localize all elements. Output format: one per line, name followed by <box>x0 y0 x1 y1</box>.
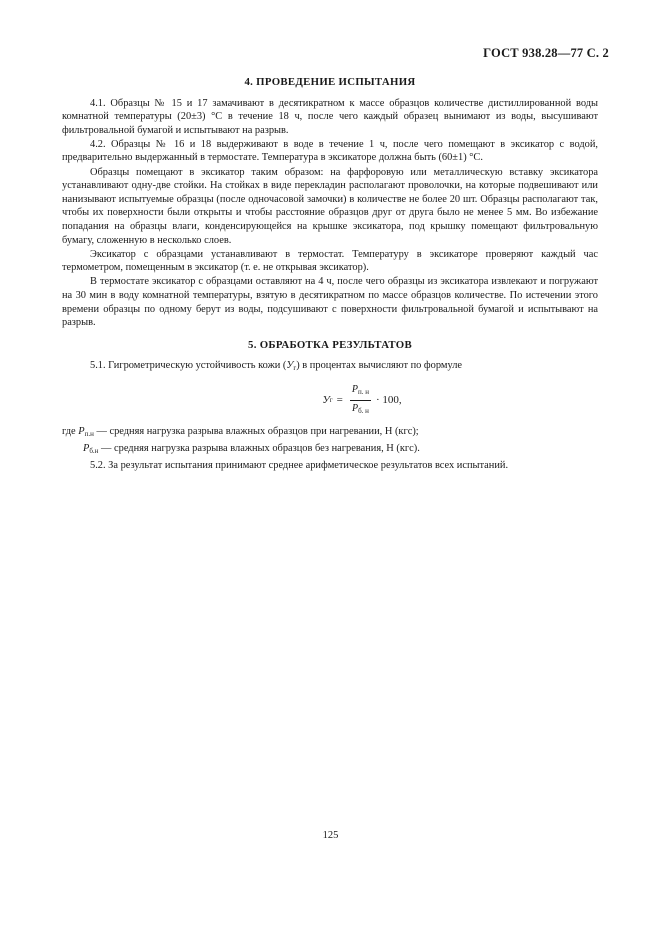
paragraph-4-5: В термостате эксикатор с образцами оставляют на 4 ч, после чего образцы из эксикатора извлекают и погружают на 30 мин в воду комнатной температуры, взятую в десятикратном по массе образцов количестве. По истечении этого времени образцы по одному берут из воды, подсушивают с поверхности фильтровальной бумагой и испытывают на разрыв. <box>62 276 598 329</box>
paragraph-5-1-text: 5.1. Гигрометрическую устойчивость кожи ( <box>90 360 287 372</box>
paragraph-5-2: 5.2. За результат испытания принимают среднее арифметическое результатов всех испытаний. <box>90 460 509 472</box>
denominator-sub: б. н <box>358 407 369 416</box>
def2-sub: б.н <box>89 447 99 456</box>
def1-text: — средняя нагрузка разрыва влажных образцов при нагревании, Н (кгс); <box>93 426 419 438</box>
formula-lhs-sub: г <box>329 396 333 405</box>
formula <box>126 383 598 419</box>
def2-symbol: P <box>83 443 90 455</box>
section-4-title: 4. ПРОВЕДЕНИЕ ИСПЫТАНИЯ <box>244 76 416 88</box>
numerator-symbol: P <box>351 383 358 395</box>
def1-symbol: P <box>78 426 85 438</box>
formula-equals: = <box>336 394 343 407</box>
paragraph-4-4: Эксикатор с образцами устанавливают в термостат. Температуру в эксикаторе проверяют каждый час термометром, помещенным в эксикатор (т. е. не открывая эксикатор). <box>62 248 598 274</box>
def1-sub: п.н <box>84 430 94 439</box>
symbol-u: У <box>286 360 294 372</box>
page-header: ГОСТ 938.28—77 С. 2 <box>483 46 609 60</box>
definition-p-pn <box>62 425 598 442</box>
definition-p-bn <box>62 442 598 459</box>
where-prefix: где <box>62 426 76 438</box>
symbol-u-sub: г <box>293 364 297 373</box>
paragraph-5-1 <box>62 359 598 376</box>
paragraph-4-3: Образцы помещают в эксикатор таким образом: на фарфоровую или металлическую вставку эксикатора устанавливают одну-две стойки. На стойках в виде перекладин располагают проволочки, на которые подвешивают или нанизывают испытуемые образцы (после одночасовой замочки) в количестве не более 20 шт. Образцы располагают так, чтобы их поверхности были открыты и чтобы расстояние образцов друг от друга было не менее 5 мм. Во избежание попадания на образцы влаги, конденсирующейся на крышке эксикатора, под крышку помещают фильтровальную бумагу, сложенную в несколько слоев. <box>62 166 598 246</box>
formula-numerator <box>350 383 371 402</box>
formula-tail: · 100, <box>375 394 402 407</box>
page-number: 125 <box>322 830 339 841</box>
numerator-sub: п. н <box>357 387 369 396</box>
paragraph-4-1: 4.1. Образцы № 15 и 17 замачивают в десятикратном к массе образцов количестве дистиллированной воды комнатной температуры (20±3) °С в течение 18 ч, после чего каждый образец вынимают из воды, высушивают фильтровальной бумагой и испытывают на разрыв. <box>62 97 598 136</box>
page-content <box>62 76 598 473</box>
formula-fraction <box>350 383 371 419</box>
formula-lhs: У <box>322 394 330 407</box>
paragraph-4-2: 4.2. Образцы № 16 и 18 выдерживают в воде в течение 1 ч, после чего помещают в эксикатор с водой, предварительно выдержанный в термостате. Температура в эксикаторе должна быть (60±1) °С. <box>62 138 598 164</box>
section-5-title: 5. ОБРАБОТКА РЕЗУЛЬТАТОВ <box>248 338 412 351</box>
paragraph-5-1-tail: ) в процентах вычисляют по формуле <box>296 360 463 372</box>
def2-text: — средняя нагрузка разрыва влажных образцов без нагревания, Н (кгс). <box>98 443 420 455</box>
formula-denominator <box>350 401 371 419</box>
denominator-symbol: P <box>351 403 359 415</box>
